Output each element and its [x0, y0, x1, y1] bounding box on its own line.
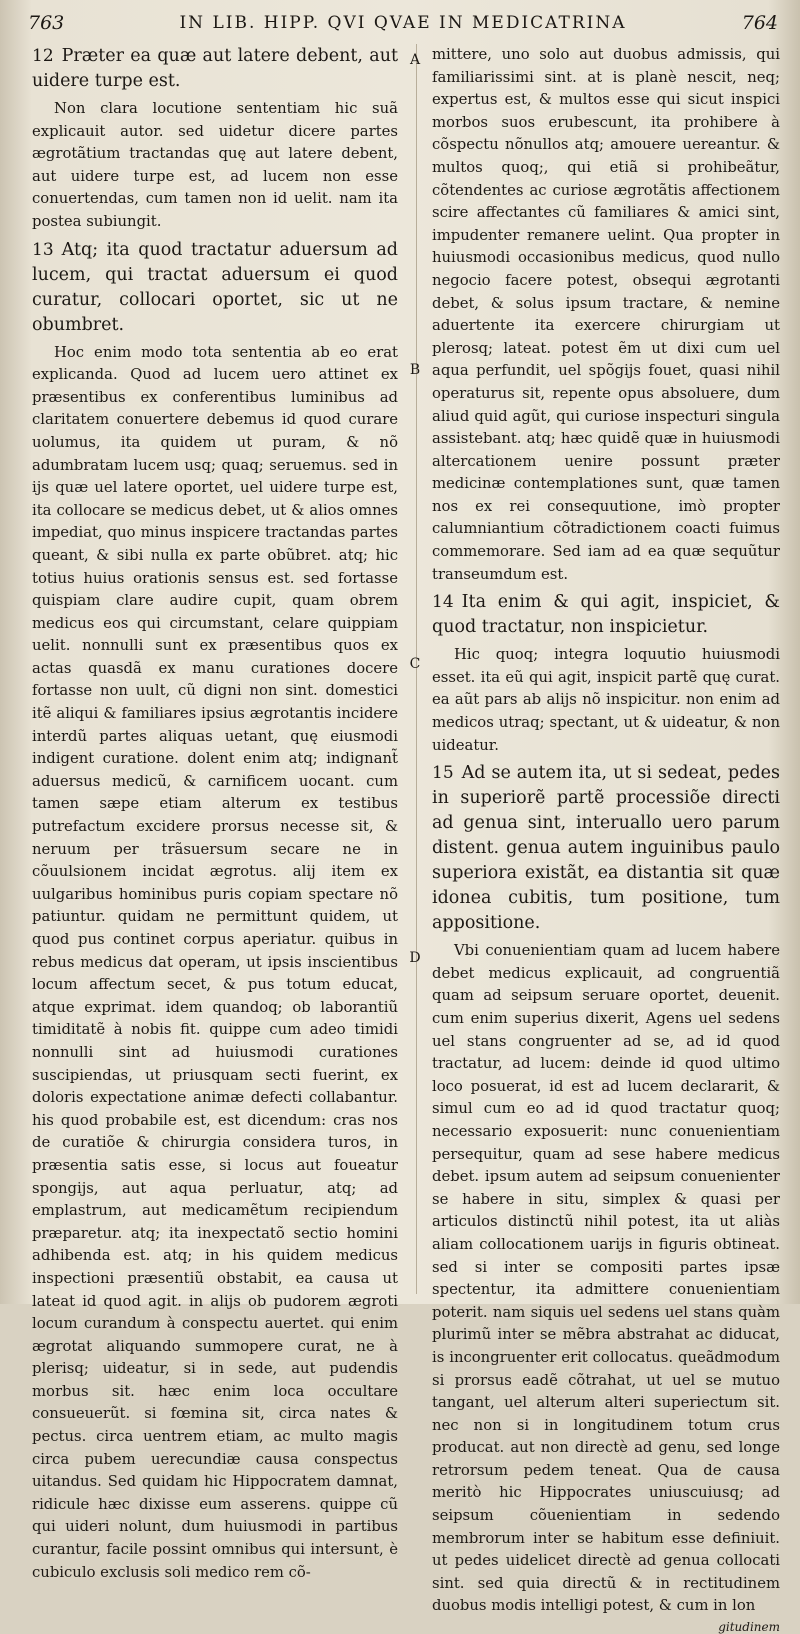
- commentary-paragraph: Vbi conuenientiam quam ad lucem habere debet medicus explicauit, ad congruentiã quam ad seipsum seruare oportet, deuenit. cum enim superius dixerit, Agens uel sedens uel stans congruenter ad se, ad id quod tractatur, ad lucem: deinde id quod ultimo loco posuerat, id est ad lucem declararit, & simul cum eo ad id quod tractatur quoq; necessario exposuerit: nunc conuenientiam persequitur, quam ad sese habere medicus debet. ipsum autem ad seipsum conuenienter se habere in situ, simplex & quasi per articulos distinctũ nihil potest, ita ut aliàs aliam collocationem uarijs in figuris obtineat. sed si inter se compositi partes ipsæ spectentur, ita admittere conuenientiam poterit. nam siquis uel sedens uel stans quàm plurimũ inter se mẽbra abstrahat ac diducat, is incongruenter erit collocatus. queãdmodum si prorsus eadẽ cõtrahat, ut uel se mutuo tangant, uel alterum alteri superiectum sit. nec non si in longitudinem totum crus producat. aut non directè ad genu, sed longe retrorsum pedem teneat. Qua de causa meritò hic Hippocrates uniuscuiusq; ad seipsum cõuenientiam in sedendo membrorum inter se habitum esse definiuit. ut pedes uidelicet directè ad genua collocati sint. sed quia directũ & in rectitudinem duobus modis intelligi potest, & cum in lon: [432, 942, 780, 1615]
- lemma-text: Ita enim & qui agit, inspiciet, & quod tractatur, non inspicietur.: [432, 592, 780, 638]
- lemma-13: [32, 238, 398, 338]
- left-page-number: 763: [28, 12, 65, 34]
- margin-letter-c: C: [409, 656, 421, 672]
- margin-letter-b: B: [409, 362, 421, 378]
- running-title: IN LIB. HIPP. QVI QVAE IN MEDICATRINA: [179, 13, 627, 33]
- lemma-number: 14: [432, 592, 454, 613]
- right-column: [432, 44, 780, 1634]
- commentary-paragraph: Hic quoq; integra loquutio huiusmodi esset. ita eũ qui agit, inspicit partẽ quę curat. ea aũt pars ab alijs nõ inspicitur. non enim ad medicos utraq; spectant, ut & uideatur, & non uideatur.: [432, 646, 780, 754]
- lemma-text: Ad se autem ita, ut si sedeat, pedes in superiorẽ partẽ processiõe directi ad genua sint, interuallo uero parum distent. genua autem inguinibus paulo superiora existãt, ea distantia sit quæ idonea cubitis, tum positione, tum appositione.: [432, 763, 780, 934]
- lemma-text: Præter ea quæ aut latere debent, aut uidere turpe est.: [32, 46, 398, 91]
- lemma-number: 13: [32, 239, 54, 260]
- commentary-paragraph: Non clara locutione sententiam hic suã explicauit autor. sed uidetur dicere partes ægrotãtium tractandas quę aut latere debent, aut uidere turpe est, ad lucem non esse conuertendas, cum tamen non id uelit. nam ita postea subiungit.: [32, 100, 398, 230]
- lemma-15: [432, 761, 780, 936]
- commentary-paragraph: Hoc enim modo tota sententia ab eo erat explicanda. Quod ad lucem uero attinet ex præsentibus ex conferentibus luminibus ad claritatem conuertere debemus id quod curare uolumus, ita quidem ut puram, & nõ adumbratam lucem usq; quaq; seruemus. sed in ijs quæ uel latere oportet, uel uidere turpe est, ita collocare se medicus debet, ut & alios omnes impediat, quo minus inspicere tractandas partes queant, & sibi nulla ex parte obũbret. atq; hic totius huius orationis sensus est. sed fortasse quispiam clare audire cupit, quam obrem medicus eos qui circumstant, celare quippiam uelit. nonnulli sunt ex præsentibus quos ex actas quasdã ex manu curationes docere fortasse non uult, cũ digni non sint. domestici itẽ aliqui & familiares ipsius ægrotantis incidere interdũ partes aliquas uetant, quę eiusmodi indigent curatione. dolent enim atq; indignant̃ aduersus medicũ, & carnificem uocant. cum tamen sæpe etiam alterum ex testibus putrefactum excidere prorsus necesse sit, & neruum per trãsuersum secare ne in cõuulsionem incidat ægrotus. alij item ex uulgaribus hominibus puris copiam spectare nõ patiuntur. quidam ne permittunt quidem, ut quod pus continet corpus aperiatur. quibus in rebus medicus dat operam, ut ipsis inscientibus locum affectum secet, & pus totum educat, atque exprimat. idem quandoq; ob laborantiũ timiditatẽ à nobis fit. quippe cum adeo timidi nonnulli sint ad huiusmodi curationes suscipiendas, ut priusquam secti fuerint, ex doloris expectatione animæ defecti collabantur. his quod probabile est, est dicendum: cras nos de curatiõe & chirurgia considera turos, in præsentia satis esse, si locus aut foueatur spongijs, aut aqua perluatur, atq; ad emplastrum, aut medicamẽtum recipiendum præparetur. atq; ita inexpectatõ sectio homini adhibenda est. atq; in his quidem medicus inspectioni præsentiũ obstabit, ea causa ut lateat id quod agit. in alijs ob pudorem ægroti locum curandum à conspectu auertet. qui enim ægrotat aliquando summopere curat, ne à plerisq; uideatur, si in sede, aut pudendis morbus sit. hæc enim loca occultare consueuerũt. si fœmina sit, circa nates & pectus. circa uentrem etiam, ac multo magis circa pubem uerecundiæ causa conspectus uitandus. Sed quidam hic Hippocratem damnat, ridicule hæc dixisse eum asserens. quippe cũ qui uideri nolunt, dum huiusmodi in partibus curantur, facile possint omnibus qui intersunt, è cubiculo exclusis soli medico rem cõ-: [32, 343, 398, 1581]
- left-column: [32, 44, 398, 1581]
- lemma-14: [432, 590, 780, 640]
- page-header: [28, 8, 778, 38]
- lemma-12: [32, 44, 398, 94]
- catchword: gitudinem: [718, 1620, 780, 1634]
- margin-letter-a: A: [409, 52, 421, 68]
- commentary-continuation: mittere, uno solo aut duobus admissis, qui familiarissimi sint. at is planè nescit, neq; expertus est, & multos esse qui sicut inspici morbos suos erubescunt, ita prohibere à cõspectu nõnullos atq; amouere uereantur. & multos quoq;, qui etiã si prohibeãtur, cõtendentes ac curiose ægrotãtis affectionem scire affectantes cũ familiares & amici sint, impudenter remanere uelint. Qua propter in huiusmodi occasionibus medicus, quod nullo negocio facere potest, obsequi ægrotanti debet, & solus ipsum tractare, & nemine aduertente ita exercere chirurgiam ut plerosq; lateat. potest ẽm ut dixi cum uel aqua perfundit, uel spõgijs fouet, quasi nihil operaturus sit, repente opus absoluere, dum aliud quid agũt, qui curiose inspecturi singula assistebant. atq; hæc quidẽ quæ in huiusmodi altercationem uenire possunt præter medicinæ contemplationes sunt, quæ tamen nos ex rei consequutione, imò propter calumniantium cõtradictionem coacti fuimus commemorare. Sed iam ad ea quæ sequũtur transeumdum est.: [432, 46, 780, 583]
- lemma-text: Atq; ita quod tractatur aduersum ad lucem, qui tractat aduersum ei quod curatur, collocari oportet, sic ut ne obumbret.: [32, 239, 398, 335]
- lemma-number: 15: [432, 763, 454, 784]
- margin-letter-d: D: [409, 950, 421, 966]
- right-page-number: 764: [741, 12, 778, 34]
- lemma-number: 12: [32, 46, 54, 66]
